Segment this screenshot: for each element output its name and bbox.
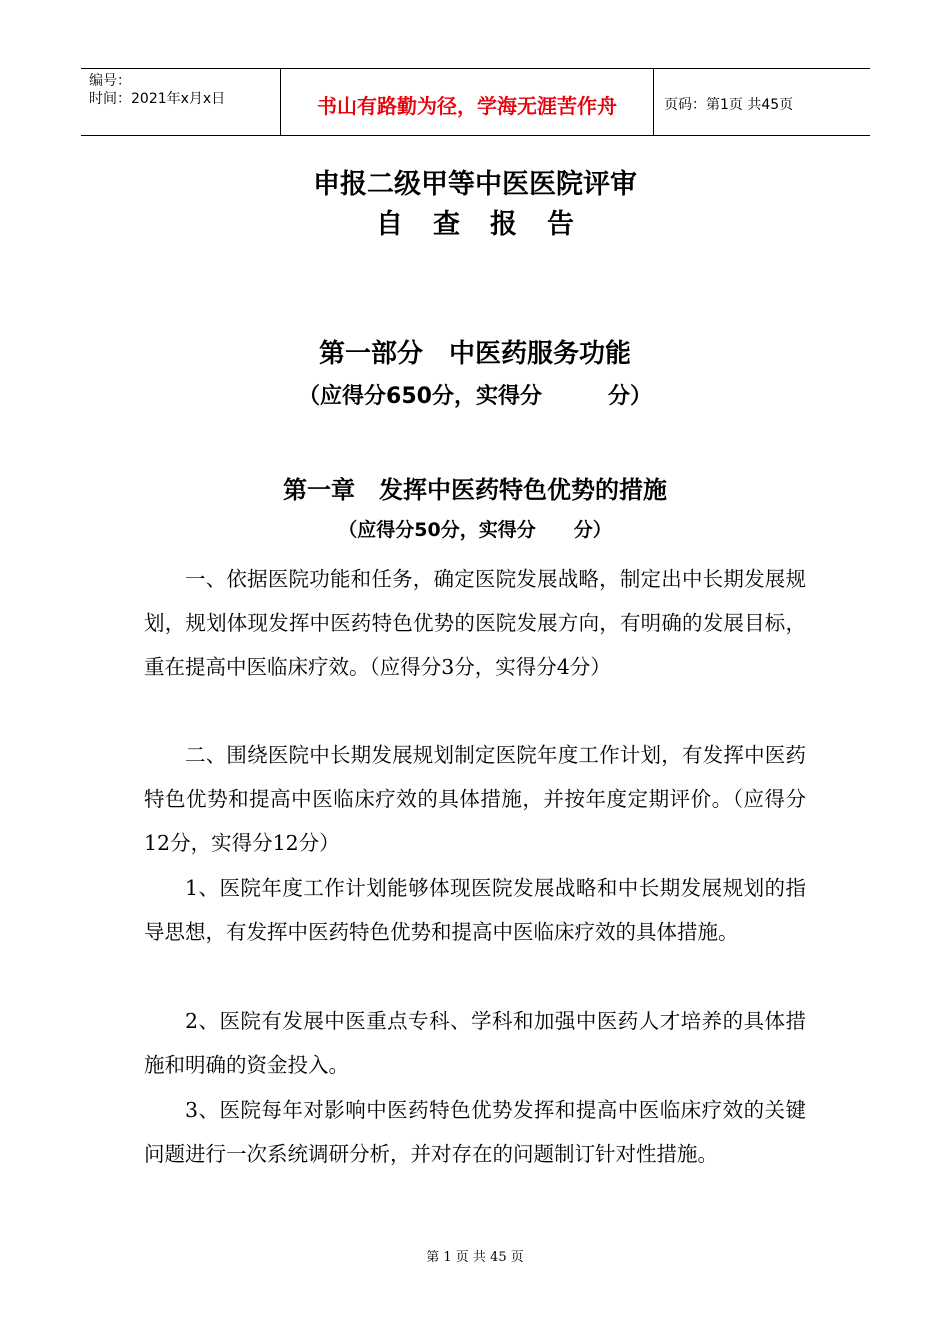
- paragraph-text: 3、医院每年对影响中医药特色优势发挥和提高中医临床疗效的关键问题进行一次系统调研分析，并对存在的问题制订针对性措施。: [144, 1098, 806, 1166]
- header-number-label: 编号：: [89, 73, 131, 89]
- paragraph-item-2: [144, 733, 806, 865]
- header-meta-cell: [81, 69, 281, 135]
- page-header: [81, 68, 870, 136]
- part-score: （应得分650分，实得分 分）: [298, 384, 652, 409]
- header-motto: 书山有路勤为径，学海无涯苦作舟: [281, 69, 654, 135]
- paragraph-text: 2、医院有发展中医重点专科、学科和加强中医药人才培养的具体措施和明确的资金投入。: [144, 1009, 806, 1077]
- document-title: 申报二级甲等中医医院评审: [313, 169, 637, 200]
- paragraph-text: 1、医院年度工作计划能够体现医院发展战略和中长期发展规划的指导思想，有发挥中医药特色优势和提高中医临床疗效的具体措施。: [144, 876, 806, 944]
- paragraph-item-1: [144, 557, 806, 689]
- header-time-label: 时间：2021年x月x日: [89, 91, 226, 107]
- paragraph-text: 二、围绕医院中长期发展规划制定医院年度工作计划，有发挥中医药特色优势和提高中医临床疗效的具体措施，并按年度定期评价。（应得分12分，实得分12分）: [144, 743, 806, 855]
- paragraph-text: 一、依据医院功能和任务，确定医院发展战略，制定出中长期发展规划，规划体现发挥中医药特色优势的医院发展方向，有明确的发展目标，重在提高中医临床疗效。（应得分3分，实得分4分）: [144, 567, 806, 679]
- paragraph-subitem-2: [144, 999, 806, 1087]
- part-title: 第一部分 中医药服务功能: [318, 339, 631, 369]
- chapter-title: 第一章 发挥中医药特色优势的措施: [283, 476, 667, 504]
- header-page-info: 页码：第1页 共45页: [664, 97, 794, 113]
- document-subtitle: 自查报告: [376, 209, 604, 240]
- page-footer: 第 1 页 共 45 页: [426, 1250, 524, 1265]
- paragraph-subitem-3: [144, 1088, 806, 1176]
- paragraph-subitem-1: [144, 866, 806, 954]
- chapter-score: （应得分50分，实得分 分）: [338, 519, 612, 541]
